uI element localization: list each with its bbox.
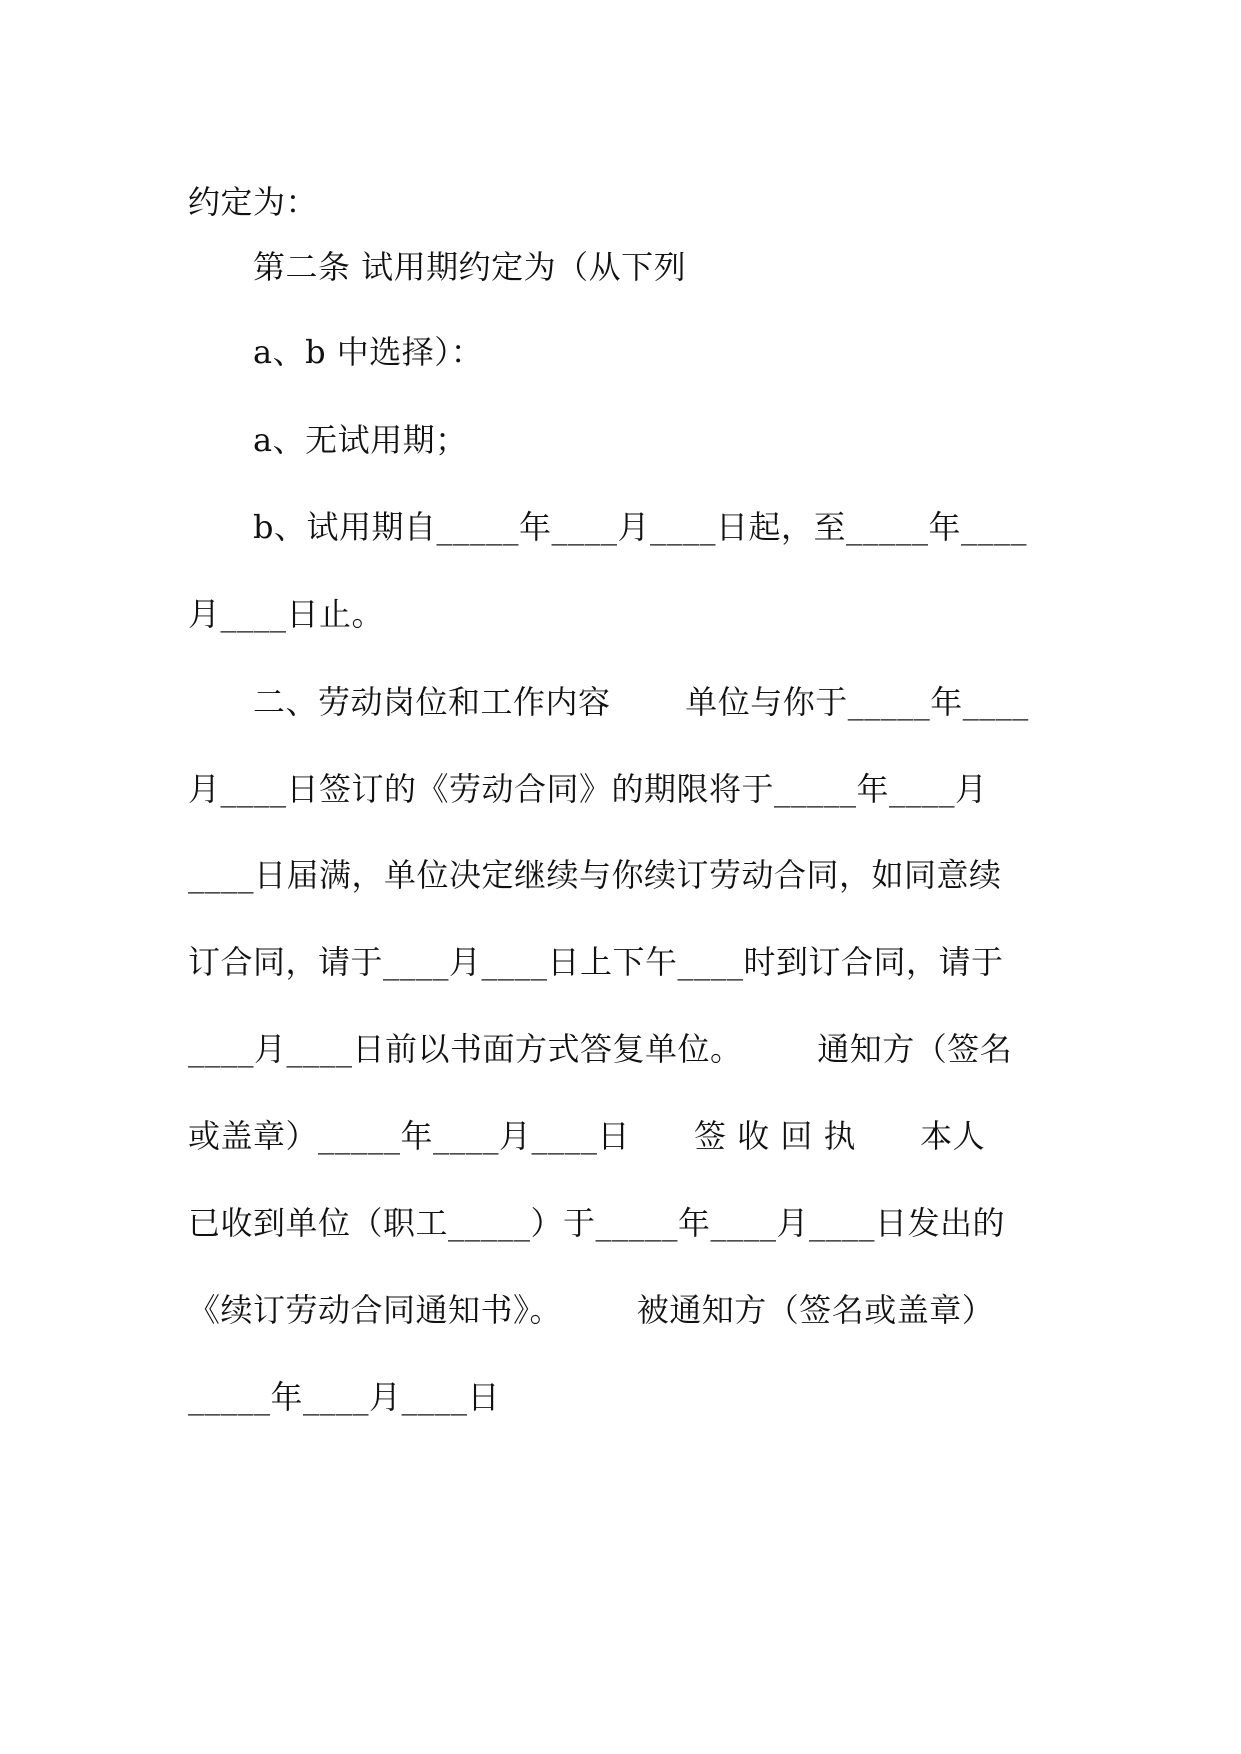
text-line-9: ____日届满，单位决定继续与你续订劳动合同，如同意续: [188, 856, 1002, 894]
text-line-14: 《续订劳动合同通知书》。 被通知方（签名或盖章）: [188, 1291, 995, 1329]
text-line-12: 或盖章）_____年____月____日 签 收 回 执 本人: [188, 1117, 986, 1155]
text-line-1: 约定为：: [188, 183, 319, 221]
text-line-6: 月____日止。: [188, 595, 385, 633]
text-line-2: 第二条 试用期约定为（从下列: [253, 248, 687, 286]
text-line-7: 二、劳动岗位和工作内容 单位与你于_____年____: [253, 683, 1029, 721]
text-line-13: 已收到单位（职工_____）于_____年____月____日发出的: [188, 1204, 1006, 1242]
text-line-3: a、b 中选择）：: [253, 333, 484, 371]
text-line-5: b、试用期自_____年____月____日起，至_____年____: [253, 508, 1027, 546]
text-line-15: _____年____月____日: [188, 1378, 501, 1416]
text-line-4: a、无试用期；: [253, 421, 468, 459]
text-line-11: ____月____日前以书面方式答复单位。 通知方（签名: [188, 1030, 1013, 1068]
text-line-10: 订合同，请于____月____日上下午____时到订合同，请于: [188, 943, 1004, 981]
text-line-8: 月____日签订的《劳动合同》的期限将于_____年____月: [188, 770, 988, 808]
